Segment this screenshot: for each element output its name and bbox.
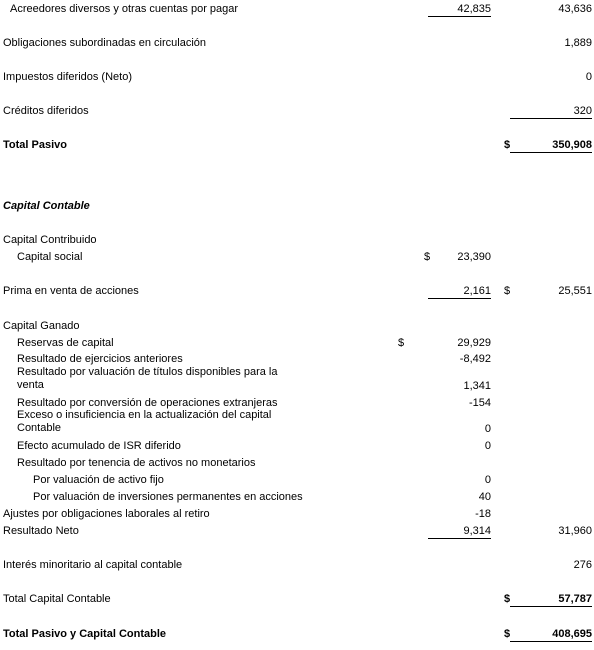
total-pasivo-label: Total Pasivo xyxy=(3,139,67,151)
total-capital-currency: $ xyxy=(504,593,511,605)
ajustes-label: Ajustes por obligaciones laborales al retiro xyxy=(3,508,210,520)
capital-social-col1: 23,390 xyxy=(457,251,491,263)
impuestos-label: Impuestos diferidos (Neto) xyxy=(3,71,132,83)
total-pasivo-currency: $ xyxy=(504,139,511,151)
activo-fijo-col1: 0 xyxy=(484,474,491,486)
total-pasivo-underline xyxy=(510,152,592,153)
capital-ganado-label: Capital Ganado xyxy=(3,320,80,332)
creditos-col2: 320 xyxy=(573,105,592,117)
resultado-neto-col1: 9,314 xyxy=(463,525,491,537)
reservas-col1: 29,929 xyxy=(457,337,491,349)
resultado-neto-underline xyxy=(428,538,491,539)
capital-social-currency: $ xyxy=(424,251,431,263)
total-capital-underline xyxy=(510,606,592,607)
capital-contribuido-label: Capital Contribuido xyxy=(3,234,97,246)
prima-col1: 2,161 xyxy=(463,285,491,297)
total-pasivo-capital-underline xyxy=(510,641,592,642)
prima-col2: 25,551 xyxy=(558,285,592,297)
total-capital-label: Total Capital Contable xyxy=(3,593,111,605)
acreedores-label: Acreedores diversos y otras cuentas por pagar xyxy=(10,3,239,15)
reservas-label: Reservas de capital xyxy=(17,337,114,349)
inversiones-label: Por valuación de inversiones permanentes en acciones xyxy=(33,491,303,503)
impuestos-col2: 0 xyxy=(585,71,592,83)
capital-social-label: Capital social xyxy=(17,251,83,263)
resultado-conversion-label: Resultado por conversión de operaciones extranjeras xyxy=(17,397,278,409)
total-pasivo-capital-label: Total Pasivo y Capital Contable xyxy=(3,628,166,640)
resultado-valuacion-label-line1: Resultado por valuación de títulos disponibles para la xyxy=(17,366,278,378)
prima-label: Prima en venta de acciones xyxy=(3,285,139,297)
activo-fijo-label: Por valuación de activo fijo xyxy=(33,474,164,486)
exceso-label-line1: Exceso o insuficiencia en la actualización del capital xyxy=(17,409,272,421)
capital-contable-heading: Capital Contable xyxy=(3,200,90,212)
total-pasivo-capital-currency: $ xyxy=(504,628,511,640)
prima-currency: $ xyxy=(504,285,511,297)
resultado-ejercicios-label: Resultado de ejercicios anteriores xyxy=(17,353,183,365)
reservas-currency: $ xyxy=(398,337,405,349)
resultado-ejercicios-col1: -8,492 xyxy=(459,353,491,365)
resultado-conversion-col1: -154 xyxy=(468,397,491,409)
resultado-valuacion-col1: 1,341 xyxy=(463,380,491,392)
total-pasivo-capital-col2: 408,695 xyxy=(552,628,592,640)
tenencia-label: Resultado por tenencia de activos no monetarios xyxy=(17,457,256,469)
total-capital-col2: 57,787 xyxy=(558,593,592,605)
efecto-isr-label: Efecto acumulado de ISR diferido xyxy=(17,440,181,452)
inversiones-col1: 40 xyxy=(478,491,491,503)
obligaciones-col2: 1,889 xyxy=(564,37,592,49)
creditos-label: Créditos diferidos xyxy=(3,105,89,117)
resultado-neto-label: Resultado Neto xyxy=(3,525,79,537)
resultado-neto-col2: 31,960 xyxy=(558,525,592,537)
ajustes-col1: -18 xyxy=(475,508,491,520)
prima-underline xyxy=(428,298,491,299)
exceso-label-line2: Contable xyxy=(17,422,62,434)
obligaciones-label: Obligaciones subordinadas en circulación xyxy=(3,37,207,49)
resultado-valuacion-label-line2: venta xyxy=(17,379,44,391)
interes-col2: 276 xyxy=(573,559,592,571)
acreedores-col2: 43,636 xyxy=(558,3,592,15)
total-pasivo-col2: 350,908 xyxy=(552,139,592,151)
efecto-isr-col1: 0 xyxy=(484,440,491,452)
acreedores-underline xyxy=(428,16,491,17)
exceso-col1: 0 xyxy=(484,423,491,435)
creditos-underline xyxy=(510,118,592,119)
acreedores-col1: 42,835 xyxy=(457,3,491,15)
interes-label: Interés minoritario al capital contable xyxy=(3,559,183,571)
